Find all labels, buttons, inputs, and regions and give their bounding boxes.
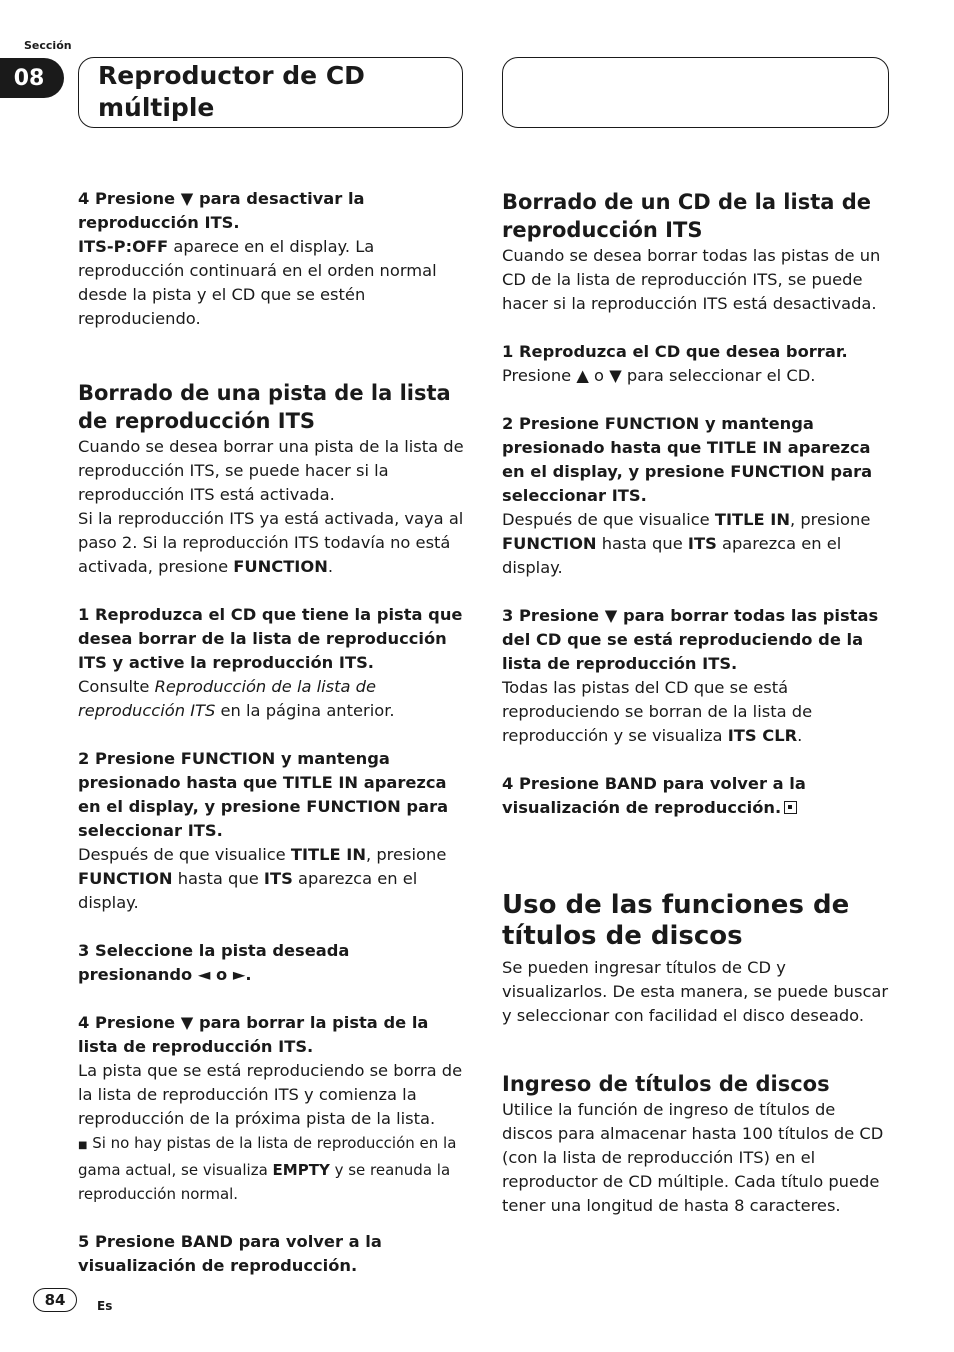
s2-its: ITS xyxy=(263,869,293,888)
s1-reference: Reproducción de la lista de reproducción ITS xyxy=(78,677,377,720)
right-column xyxy=(502,188,890,1218)
step-4-delete-track: 4 Presione ▼ para borrar la pista de la lista de reproducción ITS. xyxy=(78,1013,429,1056)
step-4-text: La pista que se está reproduciendo se borra de la lista de reproducción ITS y comienza la reproducción de la próxima pista de la lista. xyxy=(78,1061,463,1128)
cd-step-4-text: 4 Presione BAND para volver a la visualización de reproducción. xyxy=(502,774,806,817)
s2-c: , presione xyxy=(366,845,447,864)
delete-cd-intro: Cuando se desea borrar todas las pistas de un CD de la lista de reproducción ITS, se puede hacer si la reproducción ITS está desactivada. xyxy=(502,246,881,313)
s2-e: hasta que xyxy=(172,869,264,888)
s1-b: en la página anterior. xyxy=(215,701,395,720)
step-5-press-band: 5 Presione BAND para volver a la visualización de reproducción. xyxy=(78,1232,382,1275)
cd-s2-title-in: TITLE IN xyxy=(714,510,790,529)
its-off-paragraph xyxy=(78,235,466,331)
cd-step-4 xyxy=(502,772,890,820)
s2-title-in: TITLE IN xyxy=(290,845,366,864)
heading-input-titles: Ingreso de títulos de discos xyxy=(502,1072,830,1096)
cd-step-2-text xyxy=(502,508,890,580)
cd-s2-c: , presione xyxy=(790,510,871,529)
step-4-turn-off-its: 4 Presione ▼ para desactivar la reproducción ITS. xyxy=(78,189,365,232)
section-label: Sección xyxy=(24,39,72,52)
disc-titles-text: Se pueden ingresar títulos de CD y visualizarlos. De esta manera, se puede buscar y seleccionar con facilidad el disco deseado. xyxy=(502,958,889,1025)
heading-delete-cd: Borrado de un CD de la lista de reproducción ITS xyxy=(502,190,871,242)
intro2-period: . xyxy=(327,557,334,576)
cd-s2-a: Después de que visualice xyxy=(502,510,715,529)
step-1-text xyxy=(78,675,466,723)
note-empty-display: EMPTY xyxy=(272,1161,330,1179)
chapter-title: Reproductor de CD múltiple xyxy=(98,61,365,122)
cd-s2-e: hasta que xyxy=(596,534,688,553)
delete-track-intro-2 xyxy=(78,507,466,579)
cd-step-1: 1 Reproduzca el CD que desea borrar. xyxy=(502,342,848,361)
intro2-function: FUNCTION xyxy=(233,557,328,576)
s2-function: FUNCTION xyxy=(78,869,173,888)
input-titles-text: Utilice la función de ingreso de títulos de discos para almacenar hasta 100 títulos de CD (con la lista de reproducción ITS) en el reproductor de CD múltiple. Cada título puede tener una longitud de hasta 8 caracteres. xyxy=(502,1100,884,1215)
cd-s3-a: Todas las pistas del CD que se está reproduciendo se borran de la lista de reproducción y se visualiza xyxy=(502,678,813,745)
note-a: Si no hay pistas de la lista de reproducción en la gama actual, se visualiza xyxy=(78,1134,457,1179)
end-of-section-icon xyxy=(784,801,797,814)
note-bullet-icon: ■ xyxy=(78,1140,88,1151)
cd-s2-function: FUNCTION xyxy=(502,534,597,553)
empty-header-frame xyxy=(502,57,889,128)
page-number: 84 xyxy=(33,1288,77,1312)
s2-g: aparezca en el display. xyxy=(78,869,418,912)
intro2-text: Si la reproducción ITS ya está activada, vaya al paso 2. Si la reproducción ITS todavía no está activada, presione xyxy=(78,509,464,576)
left-column xyxy=(78,187,466,1278)
cd-step-1-text: Presione ▲ o ▼ para seleccionar el CD. xyxy=(502,366,816,385)
note-empty xyxy=(78,1131,466,1206)
step-2-text xyxy=(78,843,466,915)
cd-step-3-text xyxy=(502,676,890,748)
language-code: Es xyxy=(97,1299,113,1313)
heading-delete-track: Borrado de una pista de la lista de reproducción ITS xyxy=(78,381,451,433)
cd-step-3: 3 Presione ▼ para borrar todas las pistas del CD que se está reproduciendo de la lista de reproducción ITS. xyxy=(502,606,879,673)
step-1-play-cd: 1 Reproduzca el CD que tiene la pista que desea borrar de la lista de reproducción ITS y active la reproducción ITS. xyxy=(78,605,463,672)
cd-s3-c: . xyxy=(797,726,803,745)
cd-step-2: 2 Presione FUNCTION y mantenga presionado hasta que TITLE IN aparezca en el display, y presione FUNCTION para seleccionar ITS. xyxy=(502,414,873,505)
step-3-select-track: 3 Seleccione la pista deseada presionando ◄ o ►. xyxy=(78,941,350,984)
note-c: y se reanuda la reproducción normal. xyxy=(78,1161,451,1203)
cd-s2-g: aparezca en el display. xyxy=(502,534,842,577)
display-its-p-off: ITS-P:OFF xyxy=(78,237,169,256)
step-2-press-function: 2 Presione FUNCTION y mantenga presionado hasta que TITLE IN aparezca en el display, y presione FUNCTION para seleccionar ITS. xyxy=(78,749,449,840)
s1-a: Consulte xyxy=(78,677,155,696)
section-number-tab: 08 xyxy=(0,58,64,98)
cd-s2-its: ITS xyxy=(687,534,717,553)
delete-track-intro: Cuando se desea borrar una pista de la lista de reproducción ITS, se puede hacer si la reproducción ITS está activada. xyxy=(78,437,464,504)
cd-s3-its-clr: ITS CLR xyxy=(727,726,798,745)
s2-a: Después de que visualice xyxy=(78,845,291,864)
heading-disc-titles: Uso de las funciones de títulos de discos xyxy=(502,890,850,951)
its-off-text: aparece en el display. La reproducción continuará en el orden normal desde la pista y el CD que se estén reproduciendo. xyxy=(78,237,437,328)
